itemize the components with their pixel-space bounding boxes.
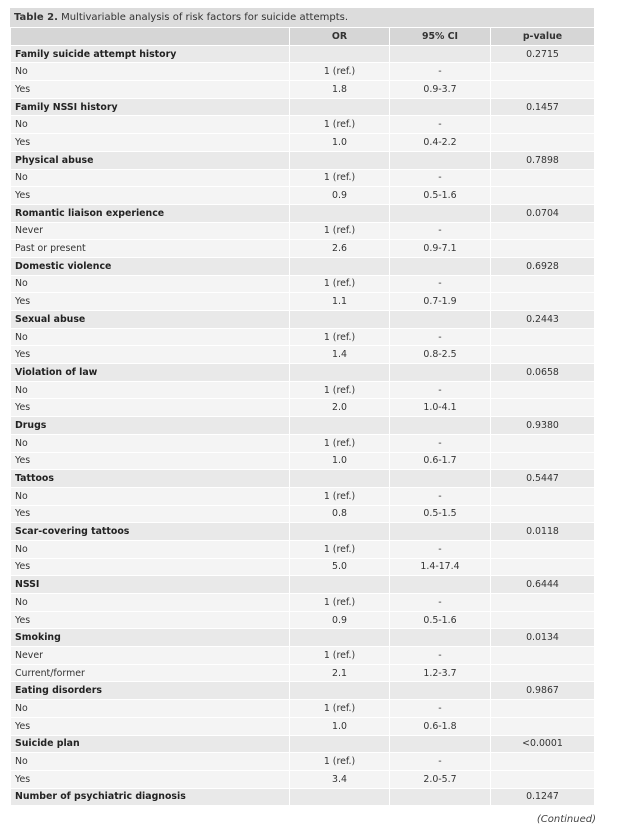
group-ci-cell [390,364,491,382]
group-or-cell [290,311,390,329]
table-row [11,540,595,558]
group-p-value: 0.0134 [491,629,595,647]
row-p-cell [491,346,595,364]
continued-note: (Continued) [536,814,596,825]
row-label: Yes [11,81,290,99]
row-or: 1 (ref.) [290,594,390,612]
table-row [11,664,595,682]
group-p-value: 0.2715 [491,45,595,63]
table-row [11,770,595,788]
row-or: 1 (ref.) [290,328,390,346]
group-label: Eating disorders [11,682,290,700]
row-p-cell [491,540,595,558]
table-row [11,187,595,205]
row-label: Never [11,647,290,665]
row-label: No [11,753,290,771]
row-p-cell [491,452,595,470]
table-row [11,63,595,81]
group-label: NSSI [11,576,290,594]
group-or-cell [290,364,390,382]
row-ci: - [390,647,491,665]
table-row [11,611,595,629]
row-ci: - [390,63,491,81]
row-or: 3.4 [290,770,390,788]
row-label: Yes [11,346,290,364]
row-label: Current/former [11,664,290,682]
row-label: No [11,540,290,558]
table-group-row [11,682,595,700]
row-ci: - [390,169,491,187]
group-p-value: 0.7898 [491,151,595,169]
row-label: Yes [11,505,290,523]
row-label: No [11,275,290,293]
row-p-cell [491,717,595,735]
table-row [11,293,595,311]
table-group-row [11,204,595,222]
row-ci: 0.9-3.7 [390,81,491,99]
group-label: Drugs [11,417,290,435]
row-or: 1.0 [290,717,390,735]
row-or: 1 (ref.) [290,487,390,505]
table-group-row [11,576,595,594]
row-ci: 0.5-1.6 [390,611,491,629]
row-or: 0.9 [290,187,390,205]
group-label: Family NSSI history [11,98,290,116]
group-p-value: 0.6928 [491,257,595,275]
row-p-cell [491,434,595,452]
group-ci-cell [390,682,491,700]
row-or: 1 (ref.) [290,116,390,134]
group-or-cell [290,576,390,594]
group-p-value: 0.6444 [491,576,595,594]
row-or: 1 (ref.) [290,169,390,187]
table-row [11,240,595,258]
row-label: No [11,63,290,81]
row-ci: - [390,434,491,452]
row-ci: 1.4-17.4 [390,558,491,576]
row-p-cell [491,700,595,718]
group-or-cell [290,257,390,275]
group-p-value: 0.9380 [491,417,595,435]
group-p-value: 0.9867 [491,682,595,700]
table-row [11,717,595,735]
table-row [11,753,595,771]
table-row [11,134,595,152]
row-ci: - [390,487,491,505]
group-p-value: 0.1247 [491,788,595,806]
row-or: 1 (ref.) [290,275,390,293]
table-group-row [11,151,595,169]
table-group-row [11,45,595,63]
header-variable [11,28,290,46]
row-label: No [11,700,290,718]
group-p-value: 0.0704 [491,204,595,222]
table-row [11,558,595,576]
table-row [11,381,595,399]
row-ci: 0.9-7.1 [390,240,491,258]
row-or: 1 (ref.) [290,647,390,665]
row-ci: 0.6-1.8 [390,717,491,735]
row-ci: 0.5-1.5 [390,505,491,523]
group-or-cell [290,788,390,806]
group-label: Smoking [11,629,290,647]
table-group-row [11,788,595,806]
row-label: No [11,381,290,399]
table-row [11,700,595,718]
group-or-cell [290,523,390,541]
row-label: Yes [11,717,290,735]
row-label: Yes [11,293,290,311]
group-ci-cell [390,151,491,169]
group-p-value: 0.0118 [491,523,595,541]
row-label: Past or present [11,240,290,258]
group-ci-cell [390,523,491,541]
header-p-value: p-value [491,28,595,46]
group-ci-cell [390,98,491,116]
row-or: 1.4 [290,346,390,364]
row-label: No [11,328,290,346]
group-or-cell [290,45,390,63]
group-label: Sexual abuse [11,311,290,329]
table-group-row [11,629,595,647]
row-p-cell [491,169,595,187]
row-or: 1 (ref.) [290,381,390,399]
row-label: No [11,487,290,505]
row-p-cell [491,558,595,576]
group-ci-cell [390,576,491,594]
table-group-row [11,470,595,488]
row-or: 1 (ref.) [290,540,390,558]
row-or: 2.1 [290,664,390,682]
row-ci: 1.2-3.7 [390,664,491,682]
row-ci: 0.6-1.7 [390,452,491,470]
table-row [11,647,595,665]
row-ci: - [390,222,491,240]
row-label: Never [11,222,290,240]
table-row [11,81,595,99]
table-row [11,328,595,346]
table-group-row [11,523,595,541]
table-row [11,399,595,417]
group-ci-cell [390,257,491,275]
row-or: 1 (ref.) [290,222,390,240]
header-ci: 95% CI [390,28,491,46]
group-or-cell [290,417,390,435]
table-row [11,487,595,505]
group-label: Tattoos [11,470,290,488]
row-ci: - [390,753,491,771]
row-label: Yes [11,187,290,205]
row-p-cell [491,770,595,788]
row-p-cell [491,594,595,612]
row-or: 1.0 [290,452,390,470]
group-p-value: 0.5447 [491,470,595,488]
table-row [11,169,595,187]
header-or: OR [290,28,390,46]
row-label: No [11,594,290,612]
row-p-cell [491,222,595,240]
table-row [11,222,595,240]
table-caption [10,8,594,27]
group-label: Scar-covering tattoos [11,523,290,541]
table-group-row [11,98,595,116]
group-p-value: 0.2443 [491,311,595,329]
row-or: 1 (ref.) [290,700,390,718]
row-p-cell [491,505,595,523]
row-p-cell [491,275,595,293]
group-or-cell [290,151,390,169]
row-or: 0.8 [290,505,390,523]
row-ci: 1.0-4.1 [390,399,491,417]
row-ci: - [390,328,491,346]
row-or: 1 (ref.) [290,434,390,452]
row-label: Yes [11,611,290,629]
row-p-cell [491,328,595,346]
table-row [11,116,595,134]
table-row [11,594,595,612]
row-p-cell [491,187,595,205]
table-group-row [11,364,595,382]
group-or-cell [290,735,390,753]
row-ci: 0.5-1.6 [390,187,491,205]
row-or: 1.1 [290,293,390,311]
group-ci-cell [390,417,491,435]
row-ci: 2.0-5.7 [390,770,491,788]
row-ci: - [390,700,491,718]
group-or-cell [290,204,390,222]
row-label: No [11,169,290,187]
group-p-value: 0.1457 [491,98,595,116]
row-ci: - [390,116,491,134]
group-label: Violation of law [11,364,290,382]
row-label: Yes [11,452,290,470]
group-ci-cell [390,629,491,647]
group-p-value: 0.0658 [491,364,595,382]
group-or-cell [290,98,390,116]
table-group-row [11,257,595,275]
row-ci: 0.8-2.5 [390,346,491,364]
table-row [11,505,595,523]
group-ci-cell [390,45,491,63]
table-row [11,434,595,452]
row-ci: - [390,275,491,293]
group-or-cell [290,629,390,647]
row-or: 2.0 [290,399,390,417]
row-p-cell [491,664,595,682]
row-ci: 0.7-1.9 [390,293,491,311]
table-row [11,275,595,293]
row-ci: - [390,381,491,399]
row-label: No [11,434,290,452]
table-row [11,346,595,364]
row-or: 1 (ref.) [290,753,390,771]
group-ci-cell [390,204,491,222]
row-p-cell [491,134,595,152]
table-caption-label: Table 2. [14,12,58,23]
group-label: Family suicide attempt history [11,45,290,63]
table-body [11,45,595,806]
table-group-row [11,311,595,329]
row-or: 0.9 [290,611,390,629]
table-caption-text: Multivariable analysis of risk factors for suicide attempts. [57,12,349,23]
row-p-cell [491,399,595,417]
row-p-cell [491,293,595,311]
header-row [11,28,595,46]
row-p-cell [491,81,595,99]
table-group-row [11,417,595,435]
row-ci: 0.4-2.2 [390,134,491,152]
group-label: Physical abuse [11,151,290,169]
row-p-cell [491,753,595,771]
row-or: 1 (ref.) [290,63,390,81]
row-label: Yes [11,770,290,788]
row-label: Yes [11,134,290,152]
row-p-cell [491,611,595,629]
row-label: No [11,116,290,134]
group-ci-cell [390,311,491,329]
table-group-row [11,735,595,753]
group-label: Number of psychiatric diagnosis [11,788,290,806]
group-or-cell [290,682,390,700]
row-label: Yes [11,399,290,417]
group-ci-cell [390,788,491,806]
group-p-value: <0.0001 [491,735,595,753]
group-label: Domestic violence [11,257,290,275]
row-p-cell [491,116,595,134]
row-p-cell [491,487,595,505]
row-or: 5.0 [290,558,390,576]
row-p-cell [491,647,595,665]
row-p-cell [491,381,595,399]
group-or-cell [290,470,390,488]
row-or: 2.6 [290,240,390,258]
group-ci-cell [390,735,491,753]
row-ci: - [390,594,491,612]
group-label: Romantic liaison experience [11,204,290,222]
row-or: 1.0 [290,134,390,152]
risk-factor-table [10,27,595,806]
group-ci-cell [390,470,491,488]
row-p-cell [491,240,595,258]
row-ci: - [390,540,491,558]
group-label: Suicide plan [11,735,290,753]
row-p-cell [491,63,595,81]
table-row [11,452,595,470]
row-or: 1.8 [290,81,390,99]
row-label: Yes [11,558,290,576]
